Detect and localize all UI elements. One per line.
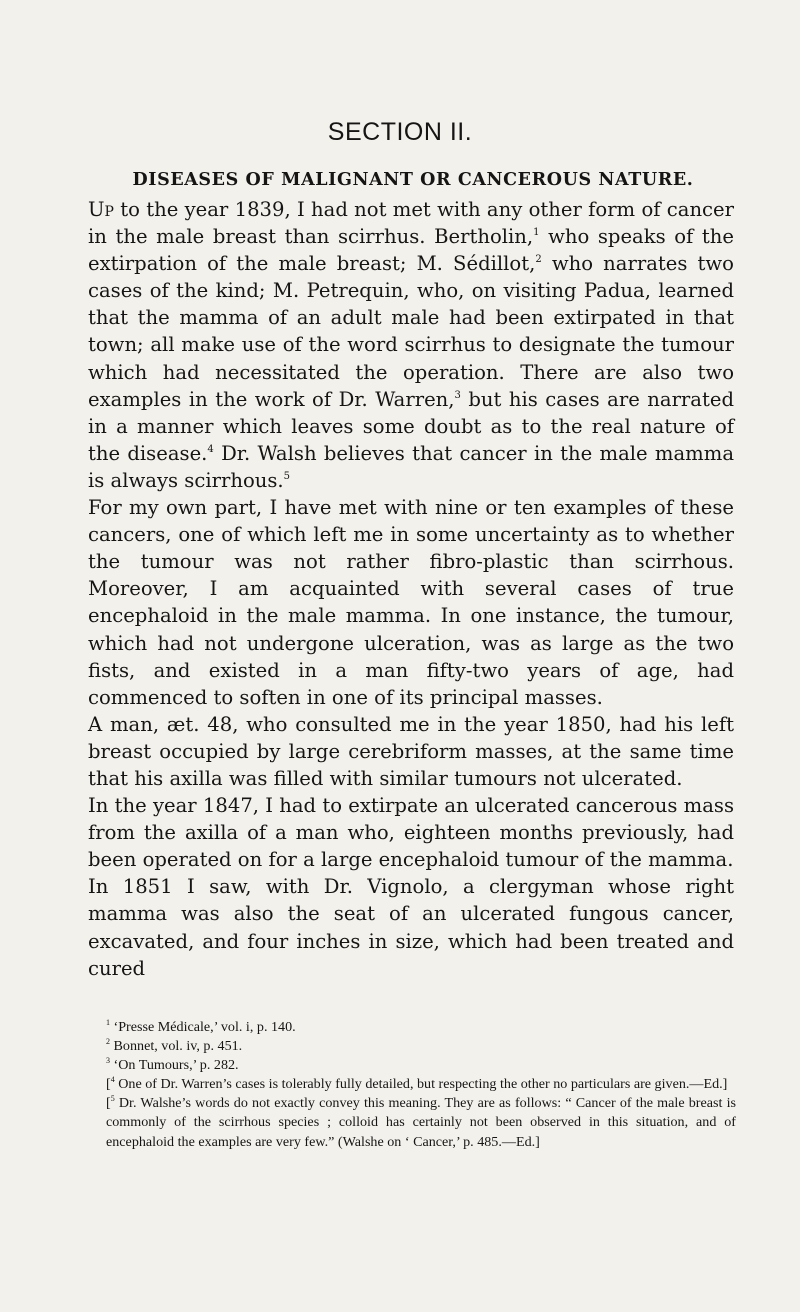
paragraph-1-part-d: but his cases are narrated in a manner which leaves some doubt as to the real nature of the disease. [88,387,734,465]
footnote-5-bracket: [ [106,1095,111,1112]
footnote-5-mark: 5 [110,1094,115,1104]
footnote-4 [88,1075,736,1094]
footnote-1-mark: 1 [106,1018,110,1027]
footnote-4-bracket: [ [106,1076,111,1093]
footnote-4-text: One of Dr. Warren’s cases is tolerably fully detailed, but respecting the other no particulars are given.—Ed.] [114,1076,728,1093]
footnote-ref-1: 1 [533,227,540,239]
footnote-4-mark: 4 [110,1075,115,1085]
footnote-3-mark: 3 [106,1056,110,1066]
paragraph-2: For my own part, I have met with nine or ten examples of these cancers, one of which left me in some uncertainty as to whether the tumour was not rather fibro-plastic than scirrhous. Moreover, I am acquainted with several cases of true encephaloid in the male mamma. In one instance, the tumour, which had not undergone ulceration, was as large as the two fists, and existed in a man fifty-two years of age, had commenced to soften in one of its principal masses. [88,496,734,709]
paragraph-4: In the year 1847, I had to extirpate an ulcerated cancerous mass from the axilla of a man who, eighteen months previously, had been operated on for a large encephaloid tumour of the mamma. [88,794,734,872]
paragraph-3: A man, æt. 48, who consulted me in the year 1850, had his left breast occupied by large cerebriform masses, at the same time that his axilla was filled with similar tumours not ulcerated. [88,712,734,790]
footnote-ref-2: 2 [535,254,542,266]
body-text [88,196,734,982]
footnote-2-mark: 2 [106,1037,110,1047]
footnote-1 [88,1018,736,1037]
paragraph-1-part-c: who narrates two cases of the kind; M. Petrequin, who, on visiting Padua, learned that the mamma of an adult male had been extirpated in that town; all make use of the word scirrhus to designate the tumour which had necessitated the operation. There are also two examples in the work of Dr. Warren, [88,252,734,411]
footnote-2-text: Bonnet, vol. iv, p. 451. [110,1038,243,1055]
paragraph-1-part-b: who speaks of the extirpation of the male breast; M. Sédillot, [88,225,734,276]
footnote-2 [88,1037,736,1056]
section-title: SECTION II. [327,118,473,146]
footnote-ref-5: 5 [283,470,291,482]
footnote-3 [88,1056,736,1075]
footnote-ref-4: 4 [207,443,214,455]
footnote-5-text: Dr. Walshe’s words do not exactly convey this meaning. They are as follows: “ Cancer of the male breast is commonly of the scirrhous species ; colloid has certainly not been observed in this situation, and of encephaloid the examples are very few.” (Walshe on ‘ Cancer,’ p. 485.—Ed.] [106,1095,736,1150]
paragraph-1 [88,196,734,494]
footnote-5 [88,1094,736,1151]
paragraph-5: In 1851 I saw, with Dr. Vignolo, a clergyman whose right mamma was also the seat of an ulcerated fungous cancer, excavated, and four inches in size, which had been treated and cured [88,875,734,980]
section-subtitle: DISEASES OF MALIGNANT OR CANCEROUS NATURE. [132,170,694,190]
footnote-1-text: ‘Presse Médicale,’ vol. i, p. 140. [110,1019,296,1035]
footnotes [88,1018,736,1152]
paragraph-1-part-a: to the year 1839, I had not met with any other form of cancer in the male breast than scirrhus. Bertholin, [88,198,734,249]
footnote-3-text: ‘On Tumours,’ p. 282. [110,1057,239,1074]
lead-word: Up [88,198,114,221]
footnote-ref-3: 3 [454,389,461,401]
paragraph-1-part-e: Dr. Walsh believes that cancer in the male mamma is always scirrhous. [88,441,734,492]
